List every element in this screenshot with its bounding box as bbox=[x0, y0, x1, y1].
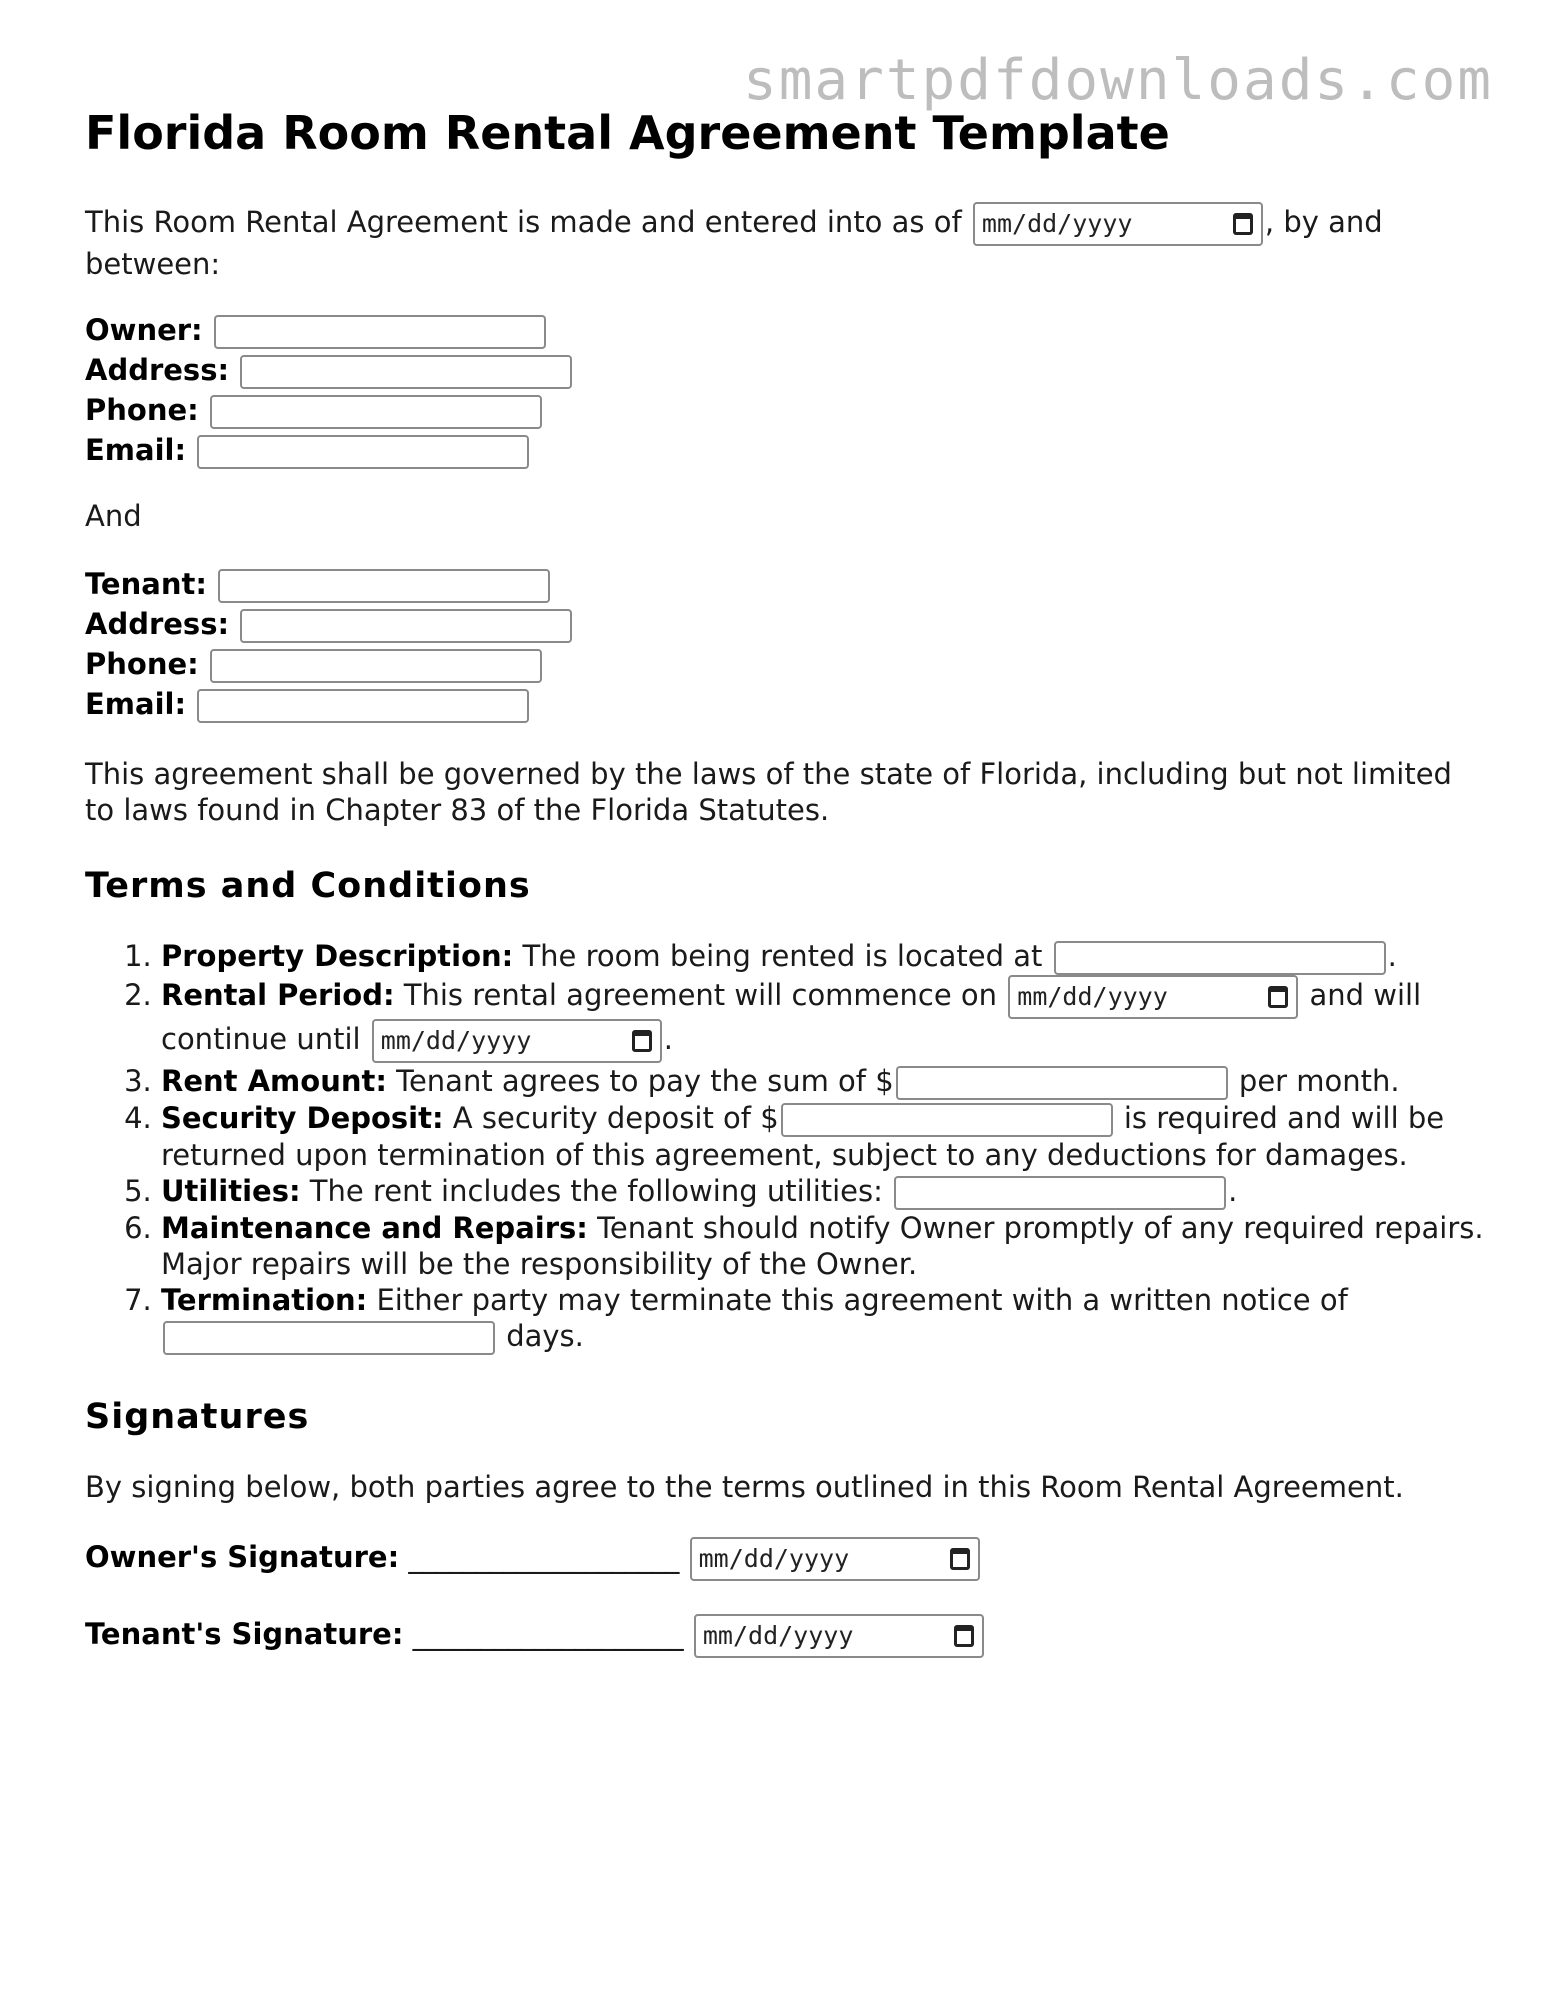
term-utilities bbox=[161, 1173, 1485, 1210]
calendar-icon[interactable] bbox=[632, 1030, 652, 1052]
tenant-email-field[interactable] bbox=[197, 689, 529, 723]
owner-signature-row bbox=[85, 1535, 1485, 1581]
date-placeholder: mm/dd/yyyy bbox=[981, 209, 1133, 238]
term-text-end: is required and will be returned upon termination of this agreement, subject to any deductions for damages. bbox=[161, 1101, 1445, 1172]
page-title: Florida Room Rental Agreement Template bbox=[85, 106, 1170, 160]
term-text: This rental agreement will commence on bbox=[394, 978, 1007, 1012]
tenant-signature-line[interactable]: ____________________ bbox=[412, 1617, 683, 1651]
term-label: Termination: bbox=[161, 1283, 368, 1317]
date-placeholder: mm/dd/yyyy bbox=[380, 1026, 532, 1055]
owner-signature-line[interactable]: ____________________ bbox=[408, 1540, 679, 1574]
term-termination bbox=[161, 1282, 1485, 1355]
intro-text-end: , by and between: bbox=[85, 205, 1383, 281]
term-text-mid: and will continue until bbox=[161, 978, 1422, 1056]
end-date-input[interactable] bbox=[372, 1019, 662, 1063]
term-text: The room being rented is located at bbox=[513, 939, 1052, 973]
date-placeholder: mm/dd/yyyy bbox=[698, 1544, 850, 1573]
owner-info bbox=[85, 310, 1485, 470]
term-label: Maintenance and Repairs: bbox=[161, 1211, 588, 1245]
owner-phone-field[interactable] bbox=[210, 395, 542, 429]
tenant-address-label: Address: bbox=[85, 607, 230, 641]
utilities-field[interactable] bbox=[894, 1176, 1226, 1210]
notice-days-field[interactable] bbox=[163, 1321, 495, 1355]
calendar-icon[interactable] bbox=[954, 1625, 974, 1647]
governing-law-paragraph: This agreement shall be governed by the laws of the state of Florida, including but not limited to laws found in Chapter 83 of the Florida Statutes. bbox=[85, 757, 1452, 827]
term-rent-amount bbox=[161, 1063, 1485, 1100]
term-property-description bbox=[161, 938, 1485, 975]
owner-name-label: Owner: bbox=[85, 313, 203, 347]
agreement-document bbox=[85, 104, 1485, 1689]
term-label: Property Description: bbox=[161, 939, 514, 973]
owner-signature-label: Owner's Signature: bbox=[85, 1540, 400, 1574]
term-text: Tenant should notify Owner promptly of any required repairs. Major repairs will be the responsibility of the Owner. bbox=[161, 1211, 1484, 1281]
terms-list bbox=[85, 938, 1485, 1355]
date-placeholder: mm/dd/yyyy bbox=[702, 1621, 854, 1650]
tenant-signature-date-input[interactable] bbox=[694, 1614, 984, 1658]
term-rental-period bbox=[161, 975, 1485, 1063]
term-text-end: . bbox=[1387, 939, 1397, 973]
owner-phone-label: Phone: bbox=[85, 393, 199, 427]
owner-name-field[interactable] bbox=[214, 315, 546, 349]
and-text: And bbox=[85, 499, 142, 533]
owner-email-label: Email: bbox=[85, 433, 187, 467]
watermark: smartpdfdownloads.com bbox=[742, 48, 1493, 113]
calendar-icon[interactable] bbox=[1268, 986, 1288, 1008]
tenant-email-label: Email: bbox=[85, 687, 187, 721]
agreement-date-input[interactable] bbox=[973, 202, 1263, 246]
signatures-heading: Signatures bbox=[85, 1397, 310, 1437]
terms-heading: Terms and Conditions bbox=[85, 866, 531, 906]
term-label: Rental Period: bbox=[161, 978, 395, 1012]
tenant-signature-row bbox=[85, 1612, 1485, 1658]
intro-text: This Room Rental Agreement is made and entered into as of bbox=[85, 205, 962, 239]
term-label: Security Deposit: bbox=[161, 1101, 444, 1135]
term-text: Tenant agrees to pay the sum of $ bbox=[386, 1064, 894, 1098]
tenant-phone-label: Phone: bbox=[85, 647, 199, 681]
term-text: Either party may terminate this agreement with a written notice of bbox=[367, 1283, 1348, 1317]
term-text: The rent includes the following utilities: bbox=[300, 1174, 893, 1208]
owner-address-field[interactable] bbox=[240, 355, 572, 389]
term-text-end: . bbox=[1228, 1174, 1238, 1208]
date-placeholder: mm/dd/yyyy bbox=[1017, 982, 1168, 1011]
tenant-signature-label: Tenant's Signature: bbox=[85, 1617, 404, 1651]
tenant-address-field[interactable] bbox=[240, 609, 572, 643]
term-security-deposit bbox=[161, 1100, 1485, 1173]
term-text: A security deposit of $ bbox=[443, 1101, 779, 1135]
signatures-paragraph: By signing below, both parties agree to the terms outlined in this Room Rental Agreement. bbox=[85, 1470, 1404, 1504]
tenant-name-field[interactable] bbox=[218, 569, 550, 603]
term-text-end: days. bbox=[497, 1319, 584, 1353]
tenant-name-label: Tenant: bbox=[85, 567, 207, 601]
term-text-end: per month. bbox=[1229, 1064, 1400, 1098]
calendar-icon[interactable] bbox=[950, 1548, 970, 1570]
property-location-field[interactable] bbox=[1054, 941, 1386, 975]
owner-signature-date-input[interactable] bbox=[690, 1537, 980, 1581]
commence-date-input[interactable] bbox=[1008, 975, 1298, 1019]
calendar-icon[interactable] bbox=[1233, 213, 1253, 235]
owner-address-label: Address: bbox=[85, 353, 230, 387]
tenant-info bbox=[85, 564, 1485, 724]
term-label: Rent Amount: bbox=[161, 1064, 387, 1098]
rent-amount-field[interactable] bbox=[896, 1066, 1228, 1100]
security-deposit-field[interactable] bbox=[781, 1103, 1113, 1137]
intro-paragraph bbox=[85, 202, 1485, 282]
term-maintenance bbox=[161, 1210, 1485, 1282]
term-label: Utilities: bbox=[161, 1174, 301, 1208]
term-text-end: . bbox=[663, 1022, 673, 1056]
tenant-phone-field[interactable] bbox=[210, 649, 542, 683]
owner-email-field[interactable] bbox=[197, 435, 529, 469]
